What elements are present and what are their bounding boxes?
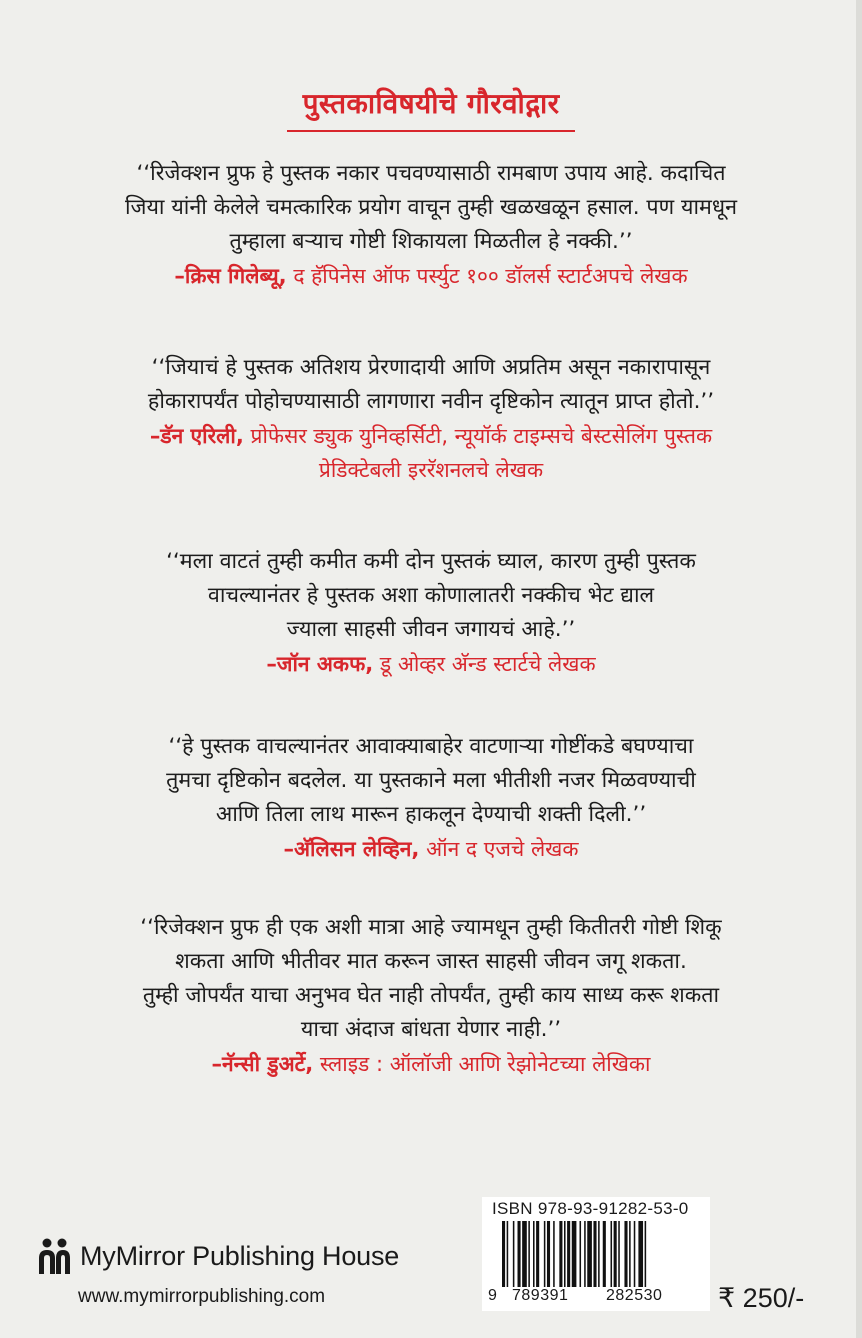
quote-line: तुमचा दृष्टिकोन बदलेल. या पुस्तकाने मला भीतीशी नजर मिळवण्याची (166, 768, 696, 793)
author-name: –अ‍ॅलिसन लेव्हिन, (283, 837, 420, 861)
author-title: स्लाइड : ऑलॉजी आणि रेझोनेटच्या लेखिका (313, 1052, 651, 1076)
publisher-website: www.mymirrorpublishing.com (78, 1286, 326, 1307)
barcode-bar (553, 1221, 555, 1287)
review-2 (40, 351, 822, 487)
barcode-bar (564, 1221, 566, 1287)
page-heading: पुस्तकाविषयीचे गौरवोद्गार (287, 84, 576, 132)
barcode-bar (580, 1221, 582, 1287)
quote-line: ‘‘हे पुस्तक वाचल्यानंतर आवाक्याबाहेर वाटणाऱ्या गोष्टींकडे बघण्याचा (168, 734, 694, 759)
quote-line: तुम्हाला बऱ्याच गोष्टी शिकायला मिळतील हे नक्की.’’ (229, 229, 633, 254)
barcode-bar (614, 1221, 617, 1287)
quote-line: आणि तिला लाथ मारून हाकलून देण्याची शक्ती दिली.’’ (215, 802, 647, 827)
page-edge (856, 0, 862, 1338)
price: ₹ 250/- (718, 1283, 805, 1313)
barcode-bar (536, 1221, 539, 1287)
barcode-digits-right: 282530 (606, 1287, 663, 1304)
quote-line: ‘‘रिजेक्शन प्रुफ ही एक अशी मात्रा आहे ज्यामधून तुम्ही कितीतरी गोष्टी शिकू (140, 915, 722, 940)
barcode-bar (587, 1221, 592, 1287)
barcode-bar (507, 1221, 509, 1287)
barcode-bar (629, 1221, 631, 1287)
quote-line: ‘‘रिजेक्शन प्रुफ हे पुस्तक नकार पचवण्यासाठी रामबाण उपाय आहे. कदाचित (136, 161, 726, 186)
barcode-bar (624, 1221, 627, 1287)
review-4 (40, 730, 822, 866)
barcode-bar (638, 1221, 643, 1287)
people-logo-icon (34, 1236, 74, 1276)
author-title: ऑन द एजचे लेखक (419, 837, 579, 861)
quote-line: ‘‘जियाचं हे पुस्तक अतिशय प्रेरणादायी आणि अप्रतिम असून नकारापासून (151, 355, 711, 380)
barcode-bar (533, 1221, 535, 1287)
attribution (40, 832, 822, 866)
barcode-bar (593, 1221, 596, 1287)
publisher-logo (34, 1236, 399, 1276)
author-name: –डॅन एरिली, (149, 424, 244, 448)
author-title: द हॅपिनेस ऑफ पर्स्युट १०० डॉलर्स स्टार्टअपचे लेखक (286, 264, 688, 288)
barcode-bar (598, 1221, 600, 1287)
author-name: –जॉन अकफ, (266, 652, 374, 676)
barcode-bar (634, 1221, 636, 1287)
publisher-name: MyMirror Publishing House (80, 1240, 400, 1271)
review-3 (40, 545, 822, 681)
heading-block (0, 84, 862, 132)
barcode-digits-left: 789391 (512, 1287, 569, 1304)
barcode-bar (518, 1221, 521, 1287)
author-name: –नॅन्सी डुअर्टे, (211, 1052, 314, 1076)
barcode-bar (618, 1221, 620, 1287)
barcode-bar (544, 1221, 546, 1287)
quote-line: वाचल्यानंतर हे पुस्तक अशा कोणालातरी नक्कीच भेट द्याल (207, 583, 655, 608)
quote-line: होकारापर्यंत पोहोचण्यासाठी लागणारा नवीन दृष्टिकोन त्यातून प्राप्त होतो.’’ (147, 389, 715, 414)
barcode-bar (572, 1221, 577, 1287)
barcode-bar (567, 1221, 570, 1287)
author-name: –क्रिस गिलेब्यू, (174, 264, 287, 288)
attribution (40, 1047, 822, 1081)
barcode-bar (584, 1221, 586, 1287)
author-title: डू ओव्हर अ‍ॅन्ड स्टार्टचे लेखक (373, 652, 596, 676)
barcode-bar (645, 1221, 647, 1287)
barcode-bar (547, 1221, 550, 1287)
attribution (40, 419, 822, 453)
quote-line: जिया यांनी केलेले चमत्कारिक प्रयोग वाचून तुम्ही खळखळून हसाल. पण यामधून (124, 195, 738, 220)
barcode-bar (611, 1221, 613, 1287)
barcode-digit-lead: 9 (488, 1287, 497, 1304)
barcode-bar (513, 1221, 515, 1287)
quote-line: याचा अंदाज बांधता येणार नाही.’’ (300, 1017, 562, 1042)
attribution (40, 647, 822, 681)
quote-line: ‘‘मला वाटतं तुम्ही कमीत कमी दोन पुस्तकं घ्याल, कारण तुम्ही पुस्तक (166, 549, 696, 574)
barcode-bar (559, 1221, 562, 1287)
isbn-barcode-box (482, 1197, 710, 1311)
review-5 (40, 911, 822, 1081)
attribution (40, 259, 822, 293)
quote-line: ज्याला साहसी जीवन जगायचं आहे.’’ (286, 617, 576, 642)
author-title-line2: प्रेडिक्टेबली इररॅशनलचे लेखक (318, 458, 544, 482)
quote-line: तुम्ही जोपर्यंत याचा अनुभव घेत नाही तोपर्यंत, तुम्ही काय साध्य करू शकता (142, 983, 720, 1008)
review-1 (40, 157, 822, 293)
barcode-bar (522, 1221, 527, 1287)
barcode-bar (502, 1221, 505, 1287)
isbn-label: ISBN 978-93-91282-53-0 (492, 1199, 689, 1218)
quote-line: शकता आणि भीतीवर मात करून जास्त साहसी जीवन जगू शकता. (175, 949, 687, 974)
author-title: प्रोफेसर ड्युक युनिव्हर्सिटी, न्यूयॉर्क टाइम्सचे बेस्टसेलिंग पुस्तक (243, 424, 713, 448)
barcode-bar (528, 1221, 530, 1287)
barcode (502, 1221, 698, 1287)
barcode-bar (603, 1221, 606, 1287)
